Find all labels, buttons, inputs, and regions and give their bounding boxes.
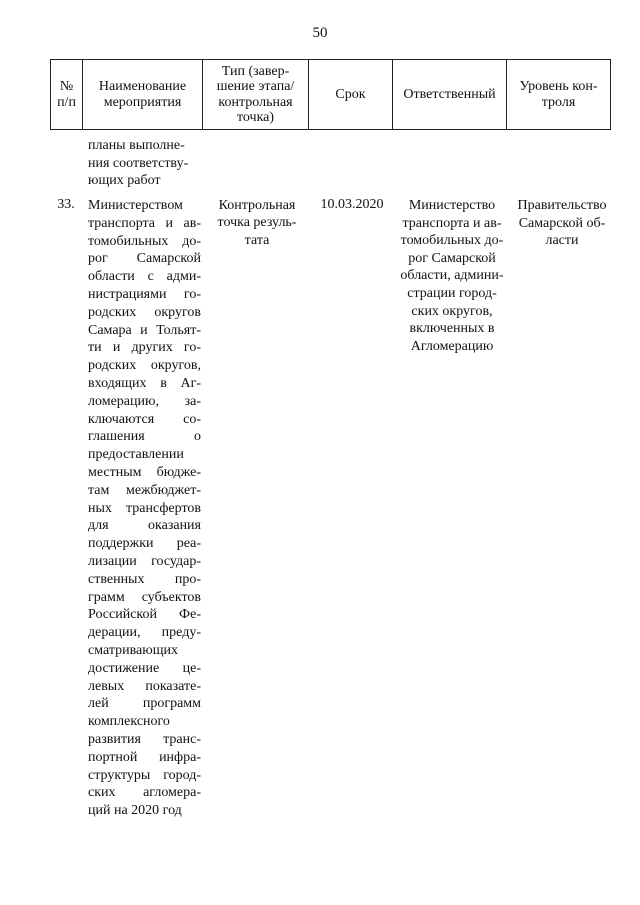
activity-name-line: нистрациями го- — [88, 286, 201, 302]
header-name: Наименование мероприятия — [83, 60, 203, 130]
activity-name-line: Российской Фе- — [88, 607, 201, 623]
activity-name-line: Министерством — [88, 198, 183, 213]
activity-name-line: глашения о — [88, 429, 201, 445]
header-deadline: Срок — [309, 60, 393, 130]
activity-name-line: родских округов, — [88, 358, 201, 374]
page-number: 50 — [312, 25, 328, 41]
table-header — [50, 59, 611, 130]
activity-name-line: предоставлении — [88, 447, 184, 463]
activity-name-line: сматривающих — [88, 642, 178, 658]
activity-name-line: транспорта и ав- — [88, 215, 201, 231]
activity-name-line: структуры город- — [88, 767, 201, 783]
responsible-line: рог Самарской — [408, 250, 496, 266]
activity-name-line: для оказания — [88, 518, 201, 534]
responsible-line: включенных в — [409, 321, 495, 337]
activity-name-line: Самара и Тольят- — [88, 322, 201, 338]
responsible-line: томобильных до- — [400, 233, 504, 249]
activity-name-line: левых показате- — [88, 678, 201, 694]
activity-name-line: томобильных до- — [88, 233, 201, 249]
header-type: Тип (завер-шение этапа/ контрольная точка) — [203, 60, 309, 130]
activity-name-line: комплексного — [88, 714, 170, 730]
activity-name-line: грамм субъектов — [88, 589, 201, 605]
activity-type-line: тата — [244, 232, 270, 248]
activity-name-line: портной инфра- — [88, 749, 201, 765]
responsible — [396, 197, 508, 355]
responsible-line: страции город- — [407, 285, 497, 301]
responsible-line: Агломерацию — [410, 338, 494, 354]
continuation-line: ния соответству- — [88, 155, 189, 171]
activity-name-line: ломерацию, за- — [88, 393, 201, 409]
activity-type-line: точка резуль- — [217, 215, 297, 231]
header-responsible: Ответственный — [393, 60, 507, 130]
activity-name-line: там межбюджет- — [88, 482, 201, 498]
control-level-line: Самарской об- — [518, 215, 606, 231]
continuation-line: планы выполне- — [88, 138, 185, 153]
row-number: 33. — [57, 197, 75, 212]
activity-name-line: родских округов — [88, 304, 201, 320]
responsible-line: области, админи- — [400, 268, 504, 284]
header-control: Уровень кон-троля — [507, 60, 611, 130]
activity-name-line: рог Самарской — [88, 251, 201, 267]
activity-name-line: местным бюдже- — [88, 464, 201, 480]
activity-name-line: ных трансфертов — [88, 500, 201, 516]
activity-name-line: достижение це- — [88, 660, 201, 676]
activity-name-line: ских агломера- — [88, 785, 201, 801]
activity-name-line: ключаются со- — [88, 411, 201, 427]
responsible-line: транспорта и ав- — [402, 215, 502, 231]
activity-name-line: области с адми- — [88, 269, 201, 285]
header-num: № п/п — [51, 60, 83, 130]
continuation-text — [88, 137, 200, 190]
activity-type-line: Контрольная — [218, 198, 296, 213]
responsible-line: ских округов, — [411, 303, 493, 319]
control-level-line: ласти — [545, 233, 579, 249]
activity-name-line: дерации, преду- — [88, 625, 201, 641]
activity-name-line: ций на 2020 год — [88, 803, 182, 819]
activity-name — [88, 197, 201, 820]
control-level-line: Правительство — [517, 198, 607, 213]
continuation-line: ющих работ — [88, 173, 161, 189]
activity-name-line: лей программ — [88, 696, 201, 712]
activity-name-line: развития транс- — [88, 731, 201, 747]
deadline: 10.03.2020 — [320, 197, 384, 212]
activity-name-line: ти и других го- — [88, 340, 201, 356]
activity-name-line: входящих в Аг- — [88, 375, 201, 391]
activity-name-line: ственных про- — [88, 571, 201, 587]
activity-type — [205, 197, 309, 249]
activity-name-line: лизации государ- — [88, 553, 201, 569]
activity-name-line: поддержки реа- — [88, 536, 201, 552]
control-level — [510, 197, 614, 250]
responsible-line: Министерство — [408, 198, 496, 213]
